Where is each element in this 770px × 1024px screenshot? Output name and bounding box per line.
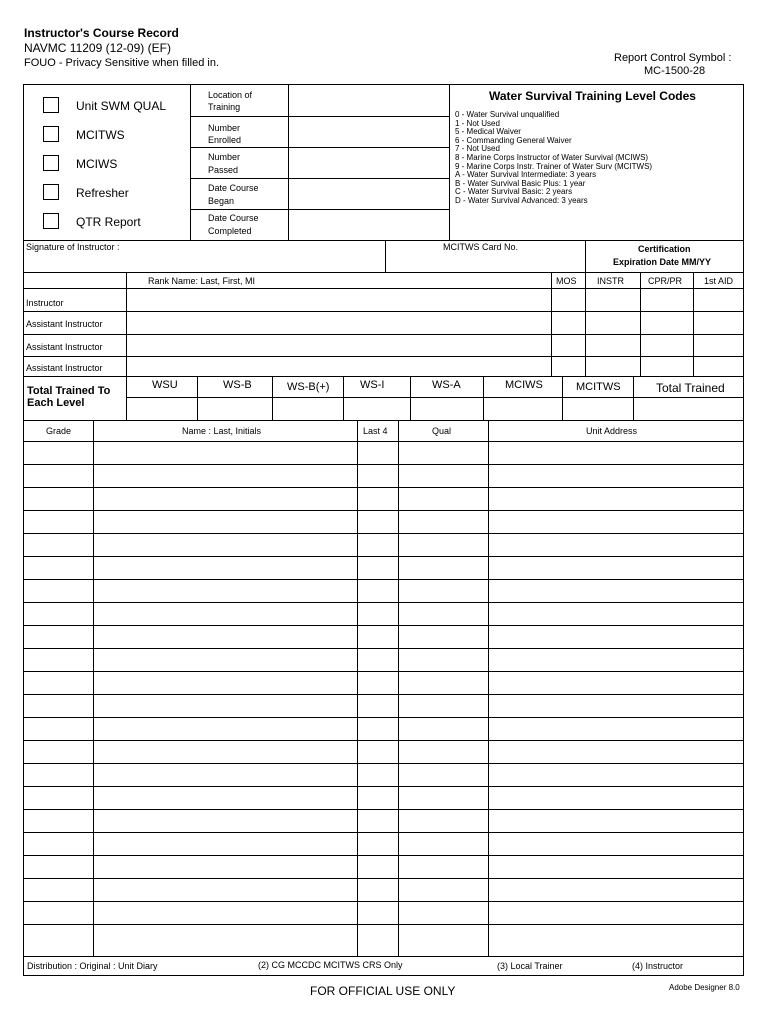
card-number-label: MCITWS Card No. (443, 242, 519, 252)
code-line: A - Water Survival Intermediate: 3 years (455, 170, 597, 180)
field-label: Completed (208, 226, 252, 236)
total-mcitws-input[interactable] (563, 398, 632, 419)
column-header-student-name: Name : Last, Initials (182, 426, 262, 436)
signature-label: Signature of Instructor : (26, 242, 120, 252)
course-type-label: Unit SWM QUAL (76, 99, 167, 113)
generator-label: Adobe Designer 8.0 (669, 983, 740, 992)
field-label: Passed (208, 165, 239, 175)
official-use-notice: FOR OFFICIAL USE ONLY (310, 984, 456, 998)
level-header-mcitws: MCITWS (576, 381, 621, 393)
level-header-ws-b-plus: WS-B(+) (287, 381, 330, 393)
total-mciws-input[interactable] (484, 398, 561, 419)
code-line: 0 - Water Survival unqualified (455, 110, 560, 119)
field-label: Date Course (208, 213, 259, 223)
column-header-cpr: CPR/PR (648, 276, 683, 286)
form-number: NAVMC 11209 (12-09) (EF) (24, 41, 171, 55)
location-of-training-input[interactable] (289, 86, 448, 115)
row-label-instructor: Instructor (26, 298, 64, 308)
checkbox-unit-swm-qual[interactable] (43, 97, 59, 113)
course-type-label: Refresher (76, 186, 129, 200)
expiration-date-label: Expiration Date MM/YY (613, 257, 712, 267)
distribution-copy-4: (4) Instructor (632, 961, 684, 971)
total-ws-a-input[interactable] (411, 398, 482, 419)
signature-input[interactable] (24, 253, 384, 271)
column-header-unit-address: Unit Address (586, 426, 638, 436)
field-label: Date Course (208, 183, 259, 193)
code-line: 7 - Not Used (455, 144, 500, 154)
field-label: Number (208, 152, 241, 162)
column-header-qual: Qual (432, 426, 452, 436)
instructor-name-input[interactable] (127, 289, 550, 310)
codes-title: Water Survival Training Level Codes (489, 89, 696, 103)
checkbox-refresher[interactable] (43, 184, 59, 200)
distribution-copy-2: (2) CG MCCDC MCITWS CRS Only (258, 960, 403, 970)
report-symbol-label: Report Control Symbol : (614, 52, 732, 64)
code-line: 9 - Marine Corps Instr. Trainer of Water Surv (MCITWS) (455, 161, 653, 171)
code-line: 6 - Commanding General Waiver (455, 135, 572, 145)
totals-label: Total Trained To (27, 385, 111, 397)
certification-label: Certification (638, 244, 691, 254)
total-trained-input[interactable] (634, 398, 743, 419)
code-line: 8 - Marine Corps Instructor of Water Survival (MCIWS) (455, 152, 649, 162)
code-line: 5 - Medical Waiver (455, 127, 521, 137)
row-label-assistant-instructor: Assistant Instructor (26, 342, 103, 352)
code-line: D - Water Survival Advanced: 3 years (455, 195, 588, 205)
level-header-ws-a: WS-A (432, 379, 461, 391)
distribution-copy-3: (3) Local Trainer (497, 961, 563, 971)
field-label: Number (208, 123, 241, 133)
total-ws-i-input[interactable] (344, 398, 409, 419)
date-course-completed-input[interactable] (289, 210, 448, 239)
level-header-mciws: MCIWS (505, 379, 543, 391)
roster-entry-area[interactable] (24, 442, 743, 955)
total-wsu-input[interactable] (127, 398, 196, 419)
field-label: Began (208, 196, 235, 206)
totals-label: Each Level (27, 397, 85, 409)
assistant-instructor-name-input[interactable] (127, 357, 550, 375)
level-header-ws-i: WS-I (360, 379, 385, 391)
distribution-label: Distribution : Original : Unit Diary (27, 961, 158, 971)
field-label: Enrolled (208, 135, 242, 145)
date-course-began-input[interactable] (289, 179, 448, 208)
column-header-first-aid: 1st AID (704, 276, 734, 286)
row-label-assistant-instructor: Assistant Instructor (26, 319, 103, 329)
course-type-label: QTR Report (76, 215, 141, 229)
card-number-input[interactable] (386, 253, 584, 271)
column-header-last4: Last 4 (363, 426, 388, 436)
code-line: C - Water Survival Basic: 2 years (455, 187, 573, 197)
privacy-notice: FOUO - Privacy Sensitive when filled in. (24, 57, 220, 69)
checkbox-mcitws[interactable] (43, 126, 59, 142)
number-enrolled-input[interactable] (289, 117, 448, 146)
field-label: Location of (208, 90, 253, 100)
level-header-wsu: WSU (152, 379, 178, 391)
column-header-name: Rank Name: Last, First, MI (148, 276, 256, 286)
report-symbol-value: MC-1500-28 (644, 65, 706, 77)
code-line: 1 - Not Used (455, 118, 500, 128)
field-label: Training (208, 102, 241, 112)
level-header-total-trained: Total Trained (656, 381, 725, 395)
assistant-instructor-name-input[interactable] (127, 335, 550, 355)
column-header-mos: MOS (556, 276, 577, 286)
checkbox-qtr-report[interactable] (43, 213, 59, 229)
row-label-assistant-instructor: Assistant Instructor (26, 363, 103, 373)
course-type-label: MCIWS (76, 157, 118, 171)
assistant-instructor-name-input[interactable] (127, 312, 550, 333)
column-header-instr: INSTR (597, 276, 624, 286)
form-title: Instructor's Course Record (24, 26, 179, 40)
level-header-ws-b: WS-B (223, 379, 252, 391)
code-line: B - Water Survival Basic Plus: 1 year (455, 178, 586, 188)
total-ws-b-plus-input[interactable] (273, 398, 342, 419)
number-passed-input[interactable] (289, 148, 448, 177)
column-header-grade: Grade (46, 426, 72, 436)
course-type-label: MCITWS (76, 128, 125, 142)
total-ws-b-input[interactable] (198, 398, 271, 419)
checkbox-mciws[interactable] (43, 155, 59, 171)
